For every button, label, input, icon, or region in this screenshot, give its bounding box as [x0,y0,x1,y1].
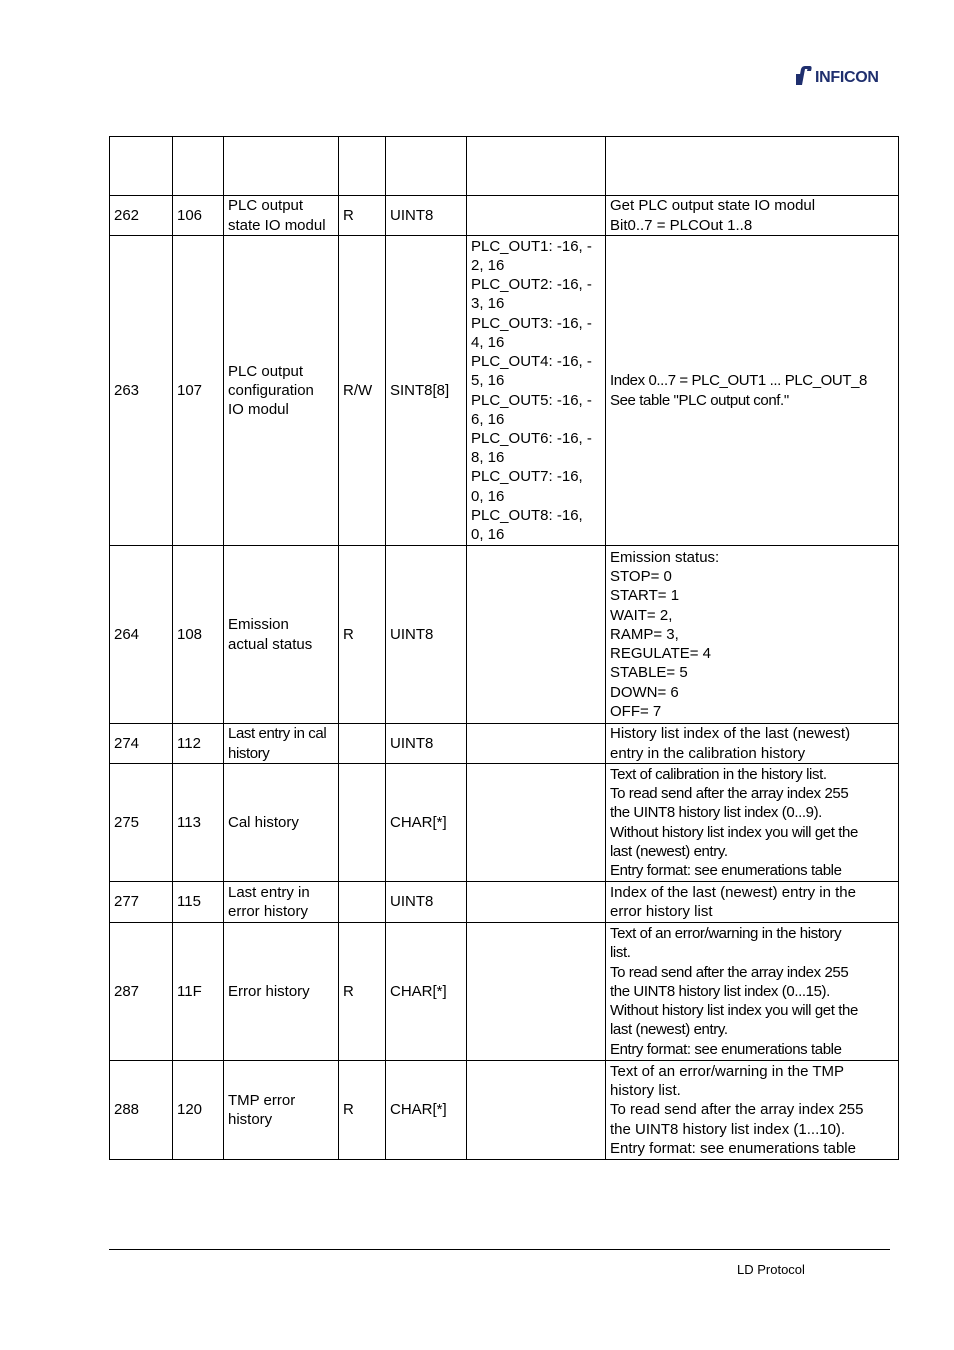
cell-type: CHAR[*] [386,923,467,1061]
cell-name: Emission actual status [224,546,339,724]
cell-dec: 277 [110,882,173,923]
cell-access [339,882,386,923]
table-row [110,196,899,236]
logo-text: INFICON [815,69,879,86]
cell-description: Text of calibration in the history list. To read send after the array index 255 the UINT8 history list index (0...9). Without history list index you will get the last (newest) entry. Entry format: see enumerations table [606,764,899,882]
cell-type: CHAR[*] [386,764,467,882]
inficon-logo [795,66,879,90]
cell-range [467,1061,606,1160]
table-row [110,1061,899,1160]
cell-access: R [339,923,386,1061]
table-row [110,764,899,882]
cell-dec: 264 [110,546,173,724]
cell-hex: 113 [173,764,224,882]
cell-hex: 107 [173,236,224,546]
cell-name: PLC output configuration IO modul [224,236,339,546]
cell-name [224,137,339,196]
cell-name: Last entry in error history [224,882,339,923]
cell-dec: 275 [110,764,173,882]
table-row [110,236,899,546]
cell-name: TMP error history [224,1061,339,1160]
cell-description: Get PLC output state IO modul Bit0..7 = PLCOut 1..8 [606,196,899,236]
table-row [110,882,899,923]
cell-dec: 287 [110,923,173,1061]
cell-hex: 115 [173,882,224,923]
table-row [110,546,899,724]
cell-access [339,764,386,882]
cell-range [467,724,606,764]
cell-dec: 263 [110,236,173,546]
cell-hex: 106 [173,196,224,236]
inficon-logo-icon [795,65,815,92]
cell-hex: 108 [173,546,224,724]
cell-access: R/W [339,236,386,546]
cell-name: PLC output state IO modul [224,196,339,236]
cell-description: History list index of the last (newest) entry in the calibration history [606,724,899,764]
cell-range [467,923,606,1061]
cell-access: R [339,196,386,236]
parameter-table [109,136,899,1160]
cell-access: R [339,1061,386,1160]
cell-dec: 262 [110,196,173,236]
cell-dec: 274 [110,724,173,764]
cell-type: UINT8 [386,882,467,923]
cell-type: UINT8 [386,546,467,724]
cell-range [467,196,606,236]
cell-access [339,724,386,764]
cell-type: UINT8 [386,724,467,764]
footer-label: LD Protocol [737,1262,805,1277]
cell-range [467,546,606,724]
cell-name: Last entry in cal history [224,724,339,764]
table-row-header-blank [110,137,899,196]
cell-hex [173,137,224,196]
cell-description: Text of an error/warning in the history list. To read send after the array index 255 the UINT8 history list index (0...15). Without history list index you will get the last (newest) entry. Entry format: see enumerations table [606,923,899,1061]
cell-range [467,764,606,882]
cell-description: Emission status: STOP= 0 START= 1 WAIT= 2, RAMP= 3, REGULATE= 4 STABLE= 5 DOWN= 6 OFF= 7 [606,546,899,724]
cell-type [386,137,467,196]
cell-type: UINT8 [386,196,467,236]
cell-description: Index of the last (newest) entry in the error history list [606,882,899,923]
cell-description [606,137,899,196]
cell-dec: 288 [110,1061,173,1160]
table-row [110,724,899,764]
cell-dec [110,137,173,196]
cell-range [467,137,606,196]
cell-type: CHAR[*] [386,1061,467,1160]
table-row [110,923,899,1061]
cell-range [467,882,606,923]
cell-access [339,137,386,196]
cell-hex: 11F [173,923,224,1061]
cell-range: PLC_OUT1: -16, - 2, 16 PLC_OUT2: -16, - 3, 16 PLC_OUT3: -16, - 4, 16 PLC_OUT4: -16, - 5, 16 PLC_OUT5: -16, - 6, 16 PLC_OUT6: -16, - 8, 16 PLC_OUT7: -16, 0, 16 PLC_OUT8: -16, 0, 16 [467,236,606,546]
cell-hex: 112 [173,724,224,764]
cell-description: Index 0...7 = PLC_OUT1 ... PLC_OUT_8 See table "PLC output conf." [606,236,899,546]
cell-type: SINT8[8] [386,236,467,546]
cell-access: R [339,546,386,724]
footer-divider [109,1249,890,1250]
cell-name: Error history [224,923,339,1061]
cell-name: Cal history [224,764,339,882]
cell-description: Text of an error/warning in the TMP history list. To read send after the array index 255 the UINT8 history list index (1...10). Entry format: see enumerations table [606,1061,899,1160]
cell-hex: 120 [173,1061,224,1160]
